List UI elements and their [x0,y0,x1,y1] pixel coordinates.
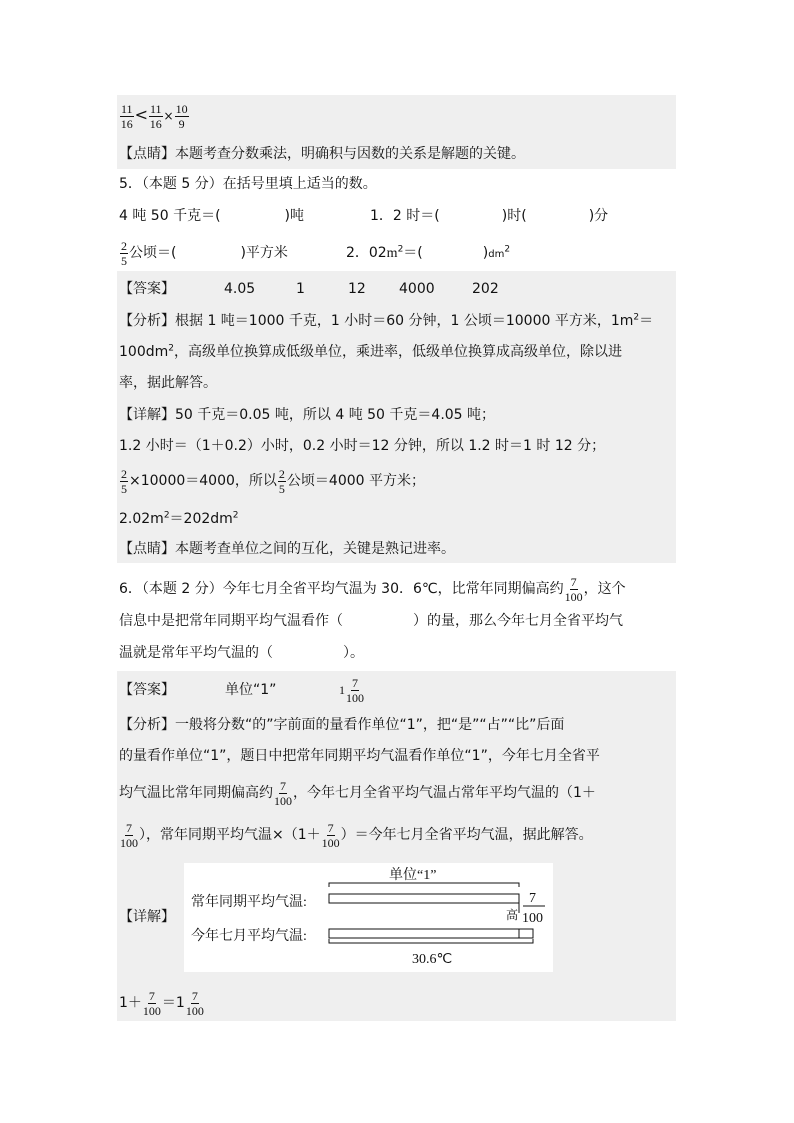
q5-title: 5．（本题 5 分）在括号里填上适当的数。 [119,176,377,192]
q5-detail-2: 1.2 小时＝（1＋0.2）小时，0.2 小时＝12 分钟，所以 1.2 时＝1 时 12 分； [119,438,606,454]
q6-detail-label: 【详解】 [119,909,175,925]
row2-segment [329,929,519,938]
fraction: $\frac{2}{5}$ [121,466,127,496]
diagram-frac-den: 100 [522,911,543,926]
fraction: $\frac{7}{100}$ [346,675,364,705]
line-segment-diagram [184,863,553,972]
q6-final-equation: 1＋ $\frac{7}{100}$ ＝1 $\frac{7}{100}$ [119,988,204,1018]
fraction: $\frac{7}{100}$ [321,820,340,850]
fraction: $\frac{7}{100}$ [142,988,161,1018]
q5-detail-1: 【详解】50 千克＝0.05 吨，所以 4 吨 50 千克＝4.05 吨； [119,407,496,423]
fraction: $\frac{7}{100}$ [564,574,583,604]
less-than-sign: < [134,105,148,124]
fraction: $\frac{2}{5}$ [121,238,127,268]
q6-answer: 【答案】 单位“1” 1 $\frac{7}{100}$ [119,675,364,705]
q5-detail-4: $2.02m^2=202dm^2$ [119,510,239,527]
row1-label: 常年同期平均气温: [191,895,307,910]
inequality-line [119,100,190,131]
bottom-brace [329,939,533,943]
q5-analysis-3: 率，据此解答。 [119,375,217,391]
times-sign: × [163,109,174,123]
fraction: $\frac{11}{16}$ [149,101,162,131]
unit-one-label: 单位“1” [389,868,437,883]
high-label: 高 [506,908,519,922]
q6-line1: 6．（本题 2 分）今年七月全省平均气温为 30．6℃，比常年同期偏高约 $\frac{7}{100}$ ，这个 [119,574,626,604]
segment-diagram-svg [184,863,553,972]
q6-analysis-3: 均气温比常年同期偏高约 $\frac{7}{100}$ ，今年七月全省平均气温占常年平均气温的（1＋ [119,778,596,808]
row1-segment [329,894,519,903]
q6-analysis-1: 【分析】一般将分数“的”字前面的量看作单位“1”，把“是”“占”“比”后面 [119,717,565,733]
fraction: $\frac{2}{5}$ [278,466,285,496]
q5-analysis-2: $100dm^2$，高级单位换算成低级单位，乘进率，低级单位换算成高级单位，除以进 [119,343,622,360]
top-brace [329,883,519,887]
q5-detail-3: $\frac{2}{5}$ ×10000＝4000，所以 $\frac{2}{5}$ 公顷＝4000 平方米； [121,466,425,496]
fraction: $\frac{7}{100}$ [274,778,292,808]
fraction: $\frac{11}{16}$ [120,101,133,131]
q5-analysis-1: 【分析】根据 1 吨＝1000 千克，1 小时＝60 分钟，1 公顷＝10000 平方米，$1m^2=$ [119,312,654,329]
q6-line3: 温就是常年平均气温的（ ）。 [119,645,364,661]
fraction: $\frac{7}{100}$ [120,820,138,850]
q5-answer: 【答案】 4.05 1 12 4000 202 [119,281,499,297]
q5-dianjing: 【点睛】本题考查单位之间的互化，关键是熟记进率。 [119,541,455,557]
row2-label: 今年七月平均气温: [191,929,307,944]
fraction: $\frac{10}{9}$ [175,101,188,131]
temperature-label: 30.6℃ [412,952,453,967]
q5-line1: 4 吨 50 千克＝( )吨 1．2 时＝( )时( )分 [119,208,609,224]
q5-line2: $\frac{2}{5}$ 公顷＝( )平方米 2．$02m^2=$( )$dm^2$ [121,238,511,268]
row2-extra-segment [519,929,533,938]
top-dianjing: 【点睛】本题考查分数乘法，明确积与因数的关系是解题的关键。 [119,146,525,162]
q6-analysis-4: $\frac{7}{100}$ ），常年同期平均气温×（1＋ $\frac{7}{100}$ ）＝今年七月全省平均气温，据此解答。 [120,820,593,850]
q6-analysis-2: 的量看作单位“1”，题日中把常年同期平均气温看作单位“1”，今年七月全省平 [119,748,600,764]
diagram-frac-num: 7 [529,891,536,906]
q6-line2: 信息中是把常年同期平均气温看作（ ）的量，那么今年七月全省平均气 [119,613,623,629]
fraction: $\frac{7}{100}$ [185,988,204,1018]
